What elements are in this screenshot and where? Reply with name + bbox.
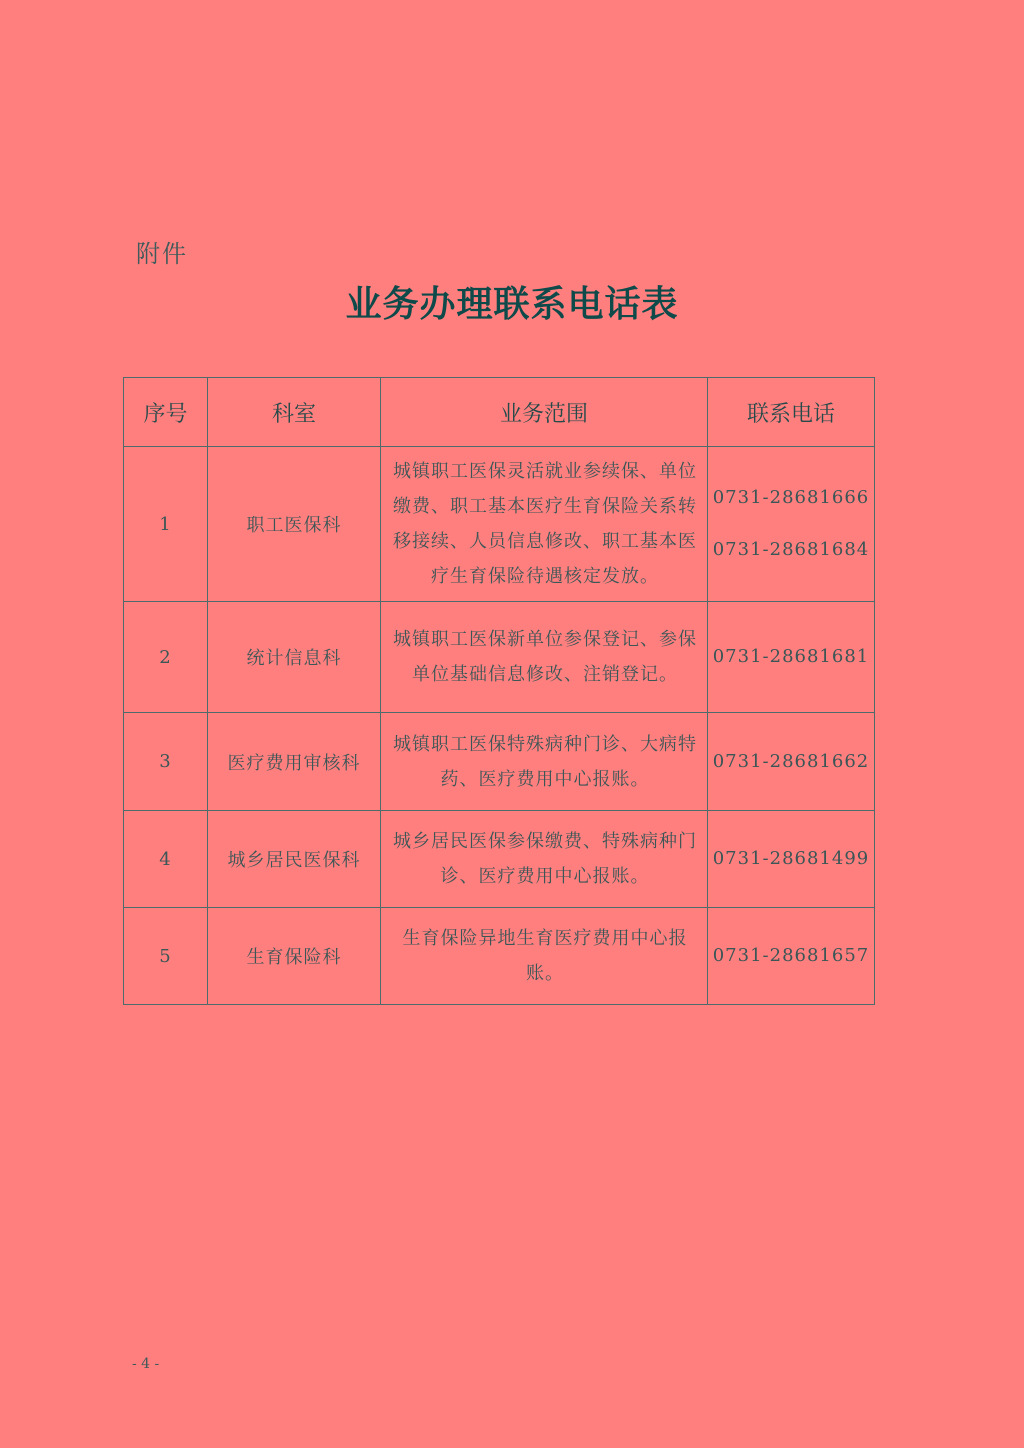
table-row — [124, 602, 875, 713]
row-phones — [708, 602, 875, 713]
row-scope: 城镇职工医保特殊病种门诊、大病特药、医疗费用中心报账。 — [381, 713, 708, 811]
row-no: 3 — [124, 713, 208, 811]
table-row — [124, 447, 875, 602]
row-phones — [708, 811, 875, 908]
header-scope: 业务范围 — [381, 378, 708, 447]
page-title: 业务办理联系电话表 — [345, 283, 679, 325]
row-dept: 统计信息科 — [208, 602, 381, 713]
row-no: 2 — [124, 602, 208, 713]
phone-number: 0731-28681681 — [712, 646, 870, 667]
row-phones — [708, 713, 875, 811]
phone-number: 0731-28681499 — [712, 848, 870, 869]
phone-number: 0731-28681666 — [712, 487, 870, 508]
table-row — [124, 908, 875, 1005]
row-scope: 城乡居民医保参保缴费、特殊病种门诊、医疗费用中心报账。 — [381, 811, 708, 908]
row-scope: 城镇职工医保新单位参保登记、参保单位基础信息修改、注销登记。 — [381, 602, 708, 713]
header-dept: 科室 — [208, 378, 381, 447]
row-dept: 生育保险科 — [208, 908, 381, 1005]
table-row — [124, 811, 875, 908]
page-number: - 4 - — [132, 1356, 160, 1372]
row-phones — [708, 908, 875, 1005]
row-dept: 职工医保科 — [208, 447, 381, 602]
phone-number: 0731-28681684 — [712, 539, 870, 560]
contact-table — [123, 377, 875, 1005]
row-phones — [708, 447, 875, 602]
table-header-row — [124, 378, 875, 447]
row-scope: 城镇职工医保灵活就业参续保、单位缴费、职工基本医疗生育保险关系转移接续、人员信息修改、职工基本医疗生育保险待遇核定发放。 — [381, 447, 708, 602]
row-no: 5 — [124, 908, 208, 1005]
row-no: 1 — [124, 447, 208, 602]
table-row — [124, 713, 875, 811]
row-dept: 城乡居民医保科 — [208, 811, 381, 908]
row-no: 4 — [124, 811, 208, 908]
header-no: 序号 — [124, 378, 208, 447]
phone-number: 0731-28681662 — [712, 750, 870, 772]
row-scope: 生育保险异地生育医疗费用中心报账。 — [381, 908, 708, 1005]
row-dept: 医疗费用审核科 — [208, 713, 381, 811]
attachment-label: 附件 — [136, 240, 188, 268]
phone-number: 0731-28681657 — [712, 945, 870, 966]
header-phone: 联系电话 — [708, 378, 875, 447]
